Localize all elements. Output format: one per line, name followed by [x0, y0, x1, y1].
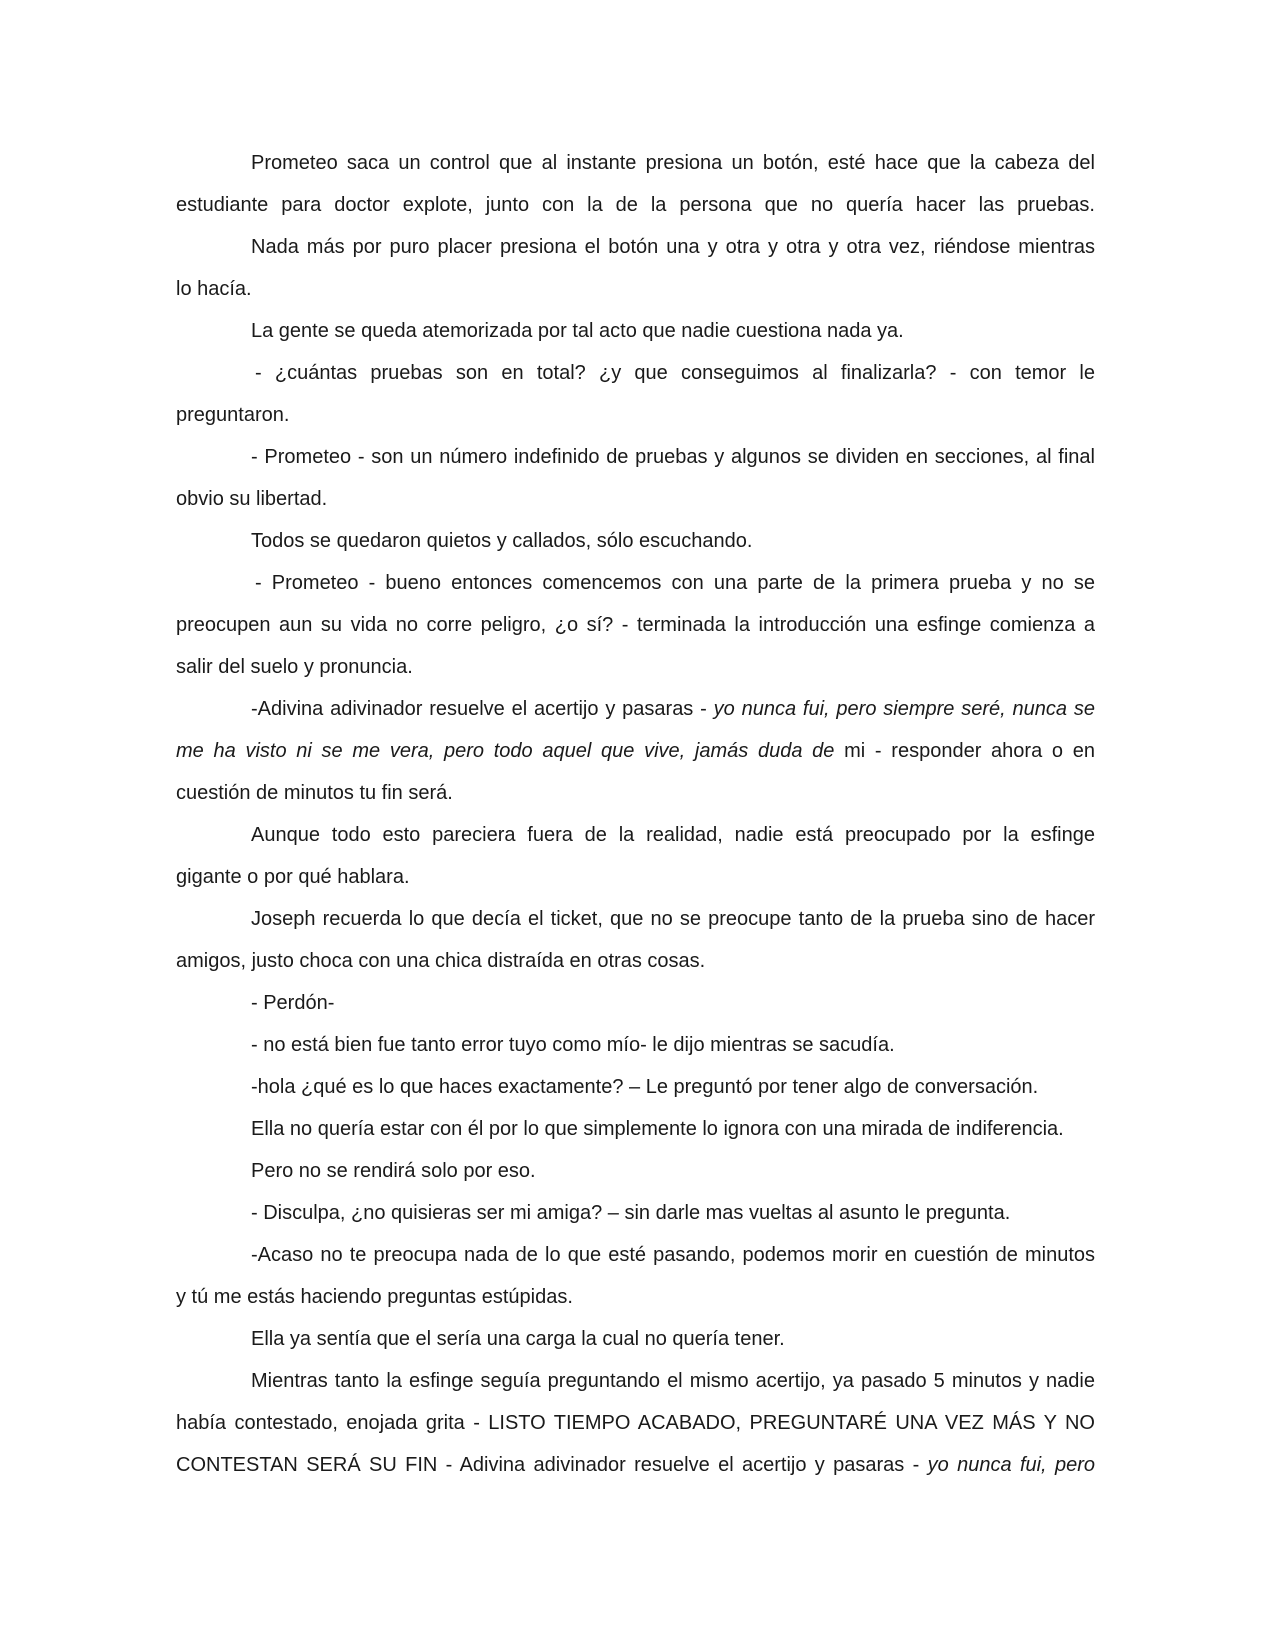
body-text — [176, 142, 1095, 1486]
text-span: lo hacía. — [176, 278, 252, 300]
text-span: cuestión de minutos tu fin será. — [176, 782, 453, 804]
text-span: -Adivina adivinador resuelve el acertijo y pasaras - — [251, 698, 714, 720]
text-span: Todos se quedaron quietos y callados, sólo escuchando. — [251, 530, 753, 552]
text-span: Ella no quería estar con él por lo que simplemente lo ignora con una mirada de indiferencia. — [251, 1118, 1064, 1140]
text-span: había contestado, enojada grita - LISTO TIEMPO ACABADO, PREGUNTARÉ UNA VEZ MÁS Y NO — [176, 1412, 1095, 1434]
text-line — [176, 1024, 1095, 1066]
text-line — [176, 394, 1095, 436]
text-span: obvio su libertad. — [176, 488, 328, 510]
text-line — [176, 688, 1095, 730]
text-span: - Disculpa, ¿no quisieras ser mi amiga? – sin darle mas vueltas al asunto le pregunta. — [251, 1202, 1011, 1224]
text-line — [176, 436, 1095, 478]
text-span: -hola ¿qué es lo que haces exactamente? – Le preguntó por tener algo de conversación. — [251, 1076, 1039, 1098]
text-span: - ¿cuántas pruebas son en total? ¿y que conseguimos al finalizarla? - con temor le — [255, 362, 1095, 384]
text-line — [176, 982, 1095, 1024]
text-line — [176, 772, 1095, 814]
text-line — [176, 1234, 1095, 1276]
text-span: La gente se queda atemorizada por tal acto que nadie cuestiona nada ya. — [251, 320, 904, 342]
text-line — [176, 226, 1095, 268]
text-line — [176, 142, 1095, 184]
text-line — [176, 1444, 1095, 1486]
text-span: y tú me estás haciendo preguntas estúpidas. — [176, 1286, 573, 1308]
text-line — [176, 940, 1095, 982]
riddle-italic-span: yo nunca fui, pero — [927, 1454, 1095, 1476]
text-line — [176, 310, 1095, 352]
text-line — [176, 730, 1095, 772]
text-line — [176, 1192, 1095, 1234]
text-line — [176, 268, 1095, 310]
text-line — [176, 184, 1095, 226]
text-span: Joseph recuerda lo que decía el ticket, que no se preocupe tanto de la prueba sino de hacer — [251, 908, 1095, 930]
text-span: Pero no se rendirá solo por eso. — [251, 1160, 536, 1182]
text-line — [176, 1318, 1095, 1360]
text-line — [176, 604, 1095, 646]
text-span: CONTESTAN SERÁ SU FIN - Adivina adivinador resuelve el acertijo y pasaras - — [176, 1454, 928, 1476]
text-span: -Acaso no te preocupa nada de lo que esté pasando, podemos morir en cuestión de minutos — [251, 1244, 1095, 1266]
text-line — [176, 1108, 1095, 1150]
text-span: - no está bien fue tanto error tuyo como mío- le dijo mientras se sacudía. — [251, 1034, 895, 1056]
text-span: mi - responder ahora o en — [834, 740, 1095, 762]
text-span: preocupen aun su vida no corre peligro, ¿o sí? - terminada la introducción una esfinge comienza a — [176, 614, 1095, 636]
text-line — [176, 1066, 1095, 1108]
text-span: salir del suelo y pronuncia. — [176, 656, 413, 678]
riddle-italic-span: yo nunca fui, pero siempre seré, nunca se — [713, 698, 1095, 720]
text-line — [176, 898, 1095, 940]
text-line — [176, 646, 1095, 688]
text-line — [176, 856, 1095, 898]
text-line — [176, 814, 1095, 856]
text-span: - Prometeo - bueno entonces comencemos con una parte de la primera prueba y no se — [255, 572, 1095, 594]
text-line — [176, 520, 1095, 562]
text-span: amigos, justo choca con una chica distraída en otras cosas. — [176, 950, 706, 972]
text-line — [176, 562, 1095, 604]
text-span: Mientras tanto la esfinge seguía preguntando el mismo acertijo, ya pasado 5 minutos y nadie — [251, 1370, 1095, 1392]
text-span: estudiante para doctor explote, junto con la de la persona que no quería hacer las pruebas. — [176, 194, 1095, 216]
text-line — [176, 352, 1095, 394]
text-line — [176, 1402, 1095, 1444]
text-span: - Prometeo - son un número indefinido de pruebas y algunos se dividen en secciones, al final — [251, 446, 1095, 468]
text-span: Nada más por puro placer presiona el botón una y otra y otra y otra vez, riéndose mientras — [251, 236, 1095, 258]
riddle-italic-span: me ha visto ni se me vera, pero todo aquel que vive, jamás duda de — [176, 740, 835, 762]
text-line — [176, 1150, 1095, 1192]
text-span: - Perdón- — [251, 992, 335, 1014]
text-line — [176, 478, 1095, 520]
text-span: preguntaron. — [176, 404, 290, 426]
text-span: gigante o por qué hablara. — [176, 866, 410, 888]
text-line — [176, 1276, 1095, 1318]
text-line — [176, 1360, 1095, 1402]
text-span: Ella ya sentía que el sería una carga la cual no quería tener. — [251, 1328, 785, 1350]
text-span: Aunque todo esto pareciera fuera de la realidad, nadie está preocupado por la esfinge — [251, 824, 1095, 846]
text-span: Prometeo saca un control que al instante presiona un botón, esté hace que la cabeza del — [251, 152, 1095, 174]
